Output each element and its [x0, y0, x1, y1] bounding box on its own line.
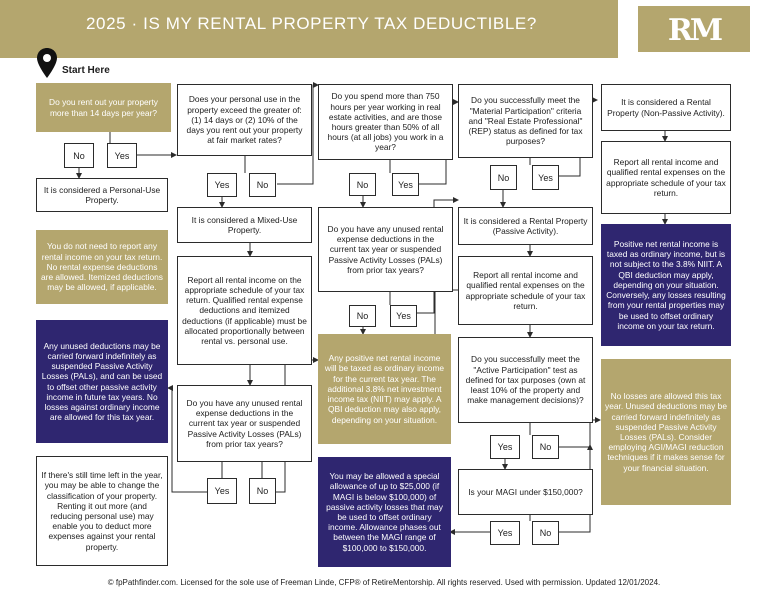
positive-income-niit-note: Any positive net rental income will be taxed as ordinary income for the current tax year. The additional 3.8% net investment income tax (NIIT) may apply. A QBI deduction may also apply, depending on your situation. — [318, 334, 451, 444]
rental-property-nonpassive: It is considered a Rental Property (Non-Passive Activity). — [601, 84, 731, 131]
answer-yes-button[interactable]: Yes — [490, 521, 520, 545]
answer-no-button[interactable]: No — [532, 435, 559, 459]
answer-yes-button[interactable]: Yes — [107, 143, 137, 168]
answer-no-button[interactable]: No — [64, 143, 94, 168]
answer-no-button[interactable]: No — [532, 521, 559, 545]
mixed-use-report: Report all rental income on the appropriate schedule of your tax return. Qualified rental expense deductions and itemized deductions (if applicable) must be allocated proportionally between rental vs. personal use. — [177, 256, 312, 365]
question-active-participation: Do you successfully meet the "Active Participation" test as defined for tax purposes (own at least 10% of the property and make management decisions)? — [458, 337, 593, 423]
answer-no-button[interactable]: No — [349, 173, 376, 196]
change-classification-note: If there's still time left in the year, you may be able to change the classification of your property. Renting it out more (and reducing personal use) may enable you to deduct more expenses against your rental property. — [36, 456, 168, 566]
nonpassive-income-note: Positive net rental income is taxed as ordinary income, but is not subject to the 3.8% NIIT. A QBI deduction may apply, depending on your situation. Conversely, any losses resulting from your rental properties may be used to offset ordinary income on your tax return. — [601, 224, 731, 346]
nonpassive-report: Report all rental income and qualified rental expenses on the appropriate schedule of your tax return. — [601, 141, 731, 214]
personal-use-property: It is considered a Personal-Use Property. — [36, 178, 168, 212]
answer-yes-button[interactable]: Yes — [490, 435, 520, 459]
question-magi-under-150k: Is your MAGI under $150,000? — [458, 469, 593, 515]
answer-no-button[interactable]: No — [490, 165, 517, 190]
no-losses-allowed-note: No losses are allowed this tax year. Unused deductions may be carried forward indefinitely as suspended Passive Activity Losses (PALs). Consider employing AGI/MAGI reduction techniques if it makes sense for your financial situation. — [601, 359, 731, 505]
answer-yes-button[interactable]: Yes — [392, 173, 419, 196]
pal-carryforward-note: Any unused deductions may be carried forward indefinitely as suspended Passive Activity Losses (PALs), and can be used to offset other passive activity income in future tax years. No losses against ordinary income are allowed for this tax year. — [36, 320, 168, 443]
copyright-footer: © fpPathfinder.com. Licensed for the sole use of Freeman Linde, CFP® of RetireMentorship. All rights reserved. Used with permission. Updated 12/01/2024. — [0, 572, 768, 594]
question-unused-deductions-passive: Do you have any unused rental expense deductions in the current tax year or suspended Passive Activity Losses (PALs) from prior tax years? — [318, 207, 453, 292]
question-rent-14-days: Do you rent out your property more than 14 days per year? — [36, 83, 171, 132]
page-title: 2025 · IS MY RENTAL PROPERTY TAX DEDUCTIBLE? — [86, 14, 537, 33]
rental-property-passive: It is considered a Rental Property (Passive Activity). — [458, 207, 593, 245]
answer-yes-button[interactable]: Yes — [390, 305, 417, 327]
answer-yes-button[interactable]: Yes — [532, 165, 559, 190]
personal-use-note: You do not need to report any rental income on your tax return. No rental expense deductions are allowed. Itemized deductions may be allowed, if applicable. — [36, 230, 168, 304]
mixed-use-property: It is considered a Mixed-Use Property. — [177, 207, 312, 243]
brand-logo: RM — [636, 4, 752, 54]
question-personal-use-exceeds: Does your personal use in the property exceed the greater of: (1) 14 days or (2) 10% of the days you rent out your property at fair market rates? — [177, 84, 312, 156]
answer-yes-button[interactable]: Yes — [207, 173, 237, 197]
answer-yes-button[interactable]: Yes — [207, 478, 237, 504]
answer-no-button[interactable]: No — [349, 305, 376, 327]
special-allowance-note: You may be allowed a special allowance of up to $25,000 (if MAGI is below $100,000) of passive activity losses that may be used to offset ordinary income. Allowance phases out between the MAGI range of $100,000 to $150,000. — [318, 457, 451, 567]
question-unused-deductions-mixed: Do you have any unused rental expense deductions in the current tax year or suspended Passive Activity Losses (PALs) from prior tax years? — [177, 385, 312, 462]
rental-passive-report: Report all rental income and qualified rental expenses on the appropriate schedule of your tax return. — [458, 256, 593, 325]
start-label: Start Here — [62, 65, 110, 76]
answer-no-button[interactable]: No — [249, 173, 276, 197]
question-material-participation: Do you successfully meet the "Material Participation" criteria and "Real Estate Professional" (REP) status as defined for tax purposes? — [458, 84, 593, 158]
question-750-hours: Do you spend more than 750 hours per year working in real estate activities, and are those hours greater than 50% of all hours (at all jobs) you work in a year? — [318, 84, 453, 160]
answer-no-button[interactable]: No — [249, 478, 276, 504]
